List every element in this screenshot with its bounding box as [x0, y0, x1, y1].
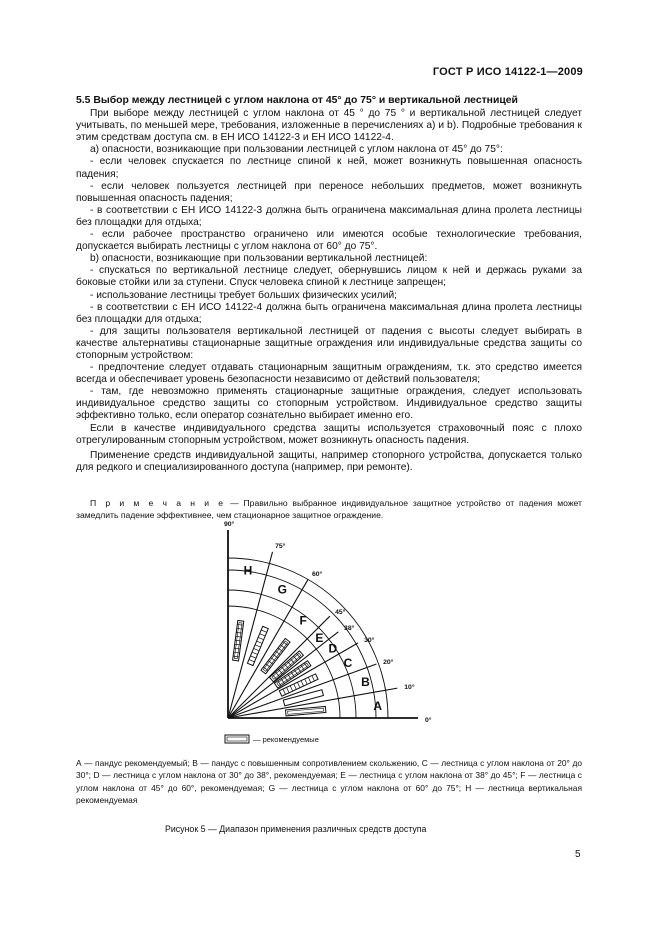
- legend-swatch: [225, 735, 249, 743]
- paragraph: - для защиты пользователя вертикальной лестницей от падения с высоты следует выбирать в качестве альтернативы стационарные защитные ограждения или индивидуальные средства защиты со стопорным устройством:: [76, 325, 582, 361]
- legend-label: — рекомендуемые: [253, 735, 319, 744]
- angle-label: 20°: [383, 658, 394, 666]
- section-title: 5.5 Выбор между лестницей с углом наклона от 45° до 75° и вертикальной лестницей: [76, 95, 518, 106]
- zone-letter: H: [243, 563, 253, 578]
- zone-letter: G: [277, 582, 287, 597]
- paragraph: Если в качестве индивидуального средства защиты используется страховочный пояс с плохо отрегулированным стопорным устройством, может возникнуть опасность падения.: [76, 422, 582, 446]
- note-text: — Правильно выбранное индивидуальное защитное устройство от падения может замедлить падение эффективнее, чем стационарное защитное ограждение.: [76, 498, 582, 520]
- paragraph: - в соответствии с ЕН ИСО 14122-3 должна быть ограничена максимальная длина пролета лестницы без площадки для отдыха;: [76, 204, 582, 228]
- paragraph: - спускаться по вертикальной лестнице следует, обернувшись лицом к ней и держась руками за боковые стойки или за ступени. Спуск человека спиной к лестнице запрещен;: [76, 265, 582, 289]
- page-number: 5: [575, 849, 581, 860]
- angle-label: 10°: [404, 684, 415, 692]
- zone-letter: E: [315, 631, 324, 646]
- angle-label: 90°: [224, 521, 235, 528]
- angle-label: 75°: [275, 543, 286, 551]
- angle-label: 45°: [335, 608, 346, 616]
- diagram-angle-labels: [224, 520, 432, 724]
- access-symbol: [233, 620, 244, 660]
- access-range-diagram: [200, 521, 440, 750]
- paragraph: - предпочтение следует отдавать стационарным защитным ограждениям, т.к. это средство имеется всегда и обеспечивает уровень безопасности независимо от действий пользователя;: [76, 362, 582, 386]
- diagram-rays: [228, 530, 418, 718]
- access-symbol: [286, 706, 326, 715]
- zone-letter: D: [328, 641, 338, 656]
- angle-label: 38°: [344, 625, 355, 633]
- note: [76, 497, 582, 521]
- document-code-header: ГОСТ Р ИСО 14122-1—2009: [432, 66, 583, 78]
- paragraph: b) опасности, возникающие при пользовании вертикальной лестницей:: [90, 253, 428, 265]
- angle-label: 0°: [425, 717, 432, 724]
- paragraph: - если человек спускается по лестнице спиной к ней, может возникнуть повышенная опасность падения;: [76, 156, 582, 180]
- section-body: [76, 95, 582, 474]
- figure-caption: Рисунок 5 — Диапазон применения различных средств доступа: [165, 824, 427, 834]
- paragraph: - там, где невозможно применять стационарные защитные ограждения, следует использовать индивидуальное средство защиты со стопорным устройством. Индивидуальное средство защиты эффективно только, если оператор сознательно выбирает именно его.: [76, 386, 582, 422]
- diagram-legend: [225, 735, 319, 744]
- angle-label: 30°: [364, 637, 375, 644]
- zone-letter: F: [299, 613, 307, 628]
- zone-letter: C: [343, 656, 353, 671]
- zone-letter: A: [373, 698, 383, 713]
- zone-letter: B: [361, 675, 370, 690]
- angle-label: 60°: [312, 571, 323, 579]
- paragraph: - в соответствии с ЕН ИСО 14122-4 должна быть ограничена максимальная длина пролета лестницы без площадки для отдыха;: [76, 301, 582, 325]
- paragraph: - использование лестницы требует больших физических усилий;: [90, 289, 397, 301]
- paragraph: - если человек пользуется лестницей при переносе небольших предметов, может возникнуть повышенная опасность падения;: [76, 180, 582, 204]
- note-label: П р и м е ч а н и е: [90, 498, 226, 508]
- paragraph: - если рабочее пространство ограничено или имеются особые технологические требования, допускается выбирать лестницы с углом наклона от 60° до 75°.: [76, 229, 582, 253]
- paragraph: При выборе между лестницей с углом наклона от 45 ° до 75 ° и вертикальной лестницей следует учитывать, по меньшей мере, требования, изложенные в перечислениях а) и b). Подробные требования к этим средствам доступа см. в ЕН ИСО 14122-3 и ЕН ИСО 14122-4.: [76, 108, 582, 144]
- paragraph: Применение средств индивидуальной защиты, например стопорного устройства, допускается только для редкого и специализированного доступа (например, при ремонте).: [76, 449, 582, 473]
- paragraph: а) опасности, возникающие при пользовании лестницей с углом наклона от 45° до 75°:: [90, 144, 503, 156]
- figure-legend-text: А — пандус рекомендуемый; В — пандус с повышенным сопротивлением скольжению, С — лестница с углом наклона от 20° до 30°; D — лестница с углом наклона от 30° до 38°, рекомендуемая; Е — лестница с углом наклона от 38° до 45°; F — лестница с углом наклона от 45° до 60°, рекомендуемая; G — лестница с углом наклона от 60° до 75°; Н — лестница вертикальная рекомендуемая: [76, 758, 582, 806]
